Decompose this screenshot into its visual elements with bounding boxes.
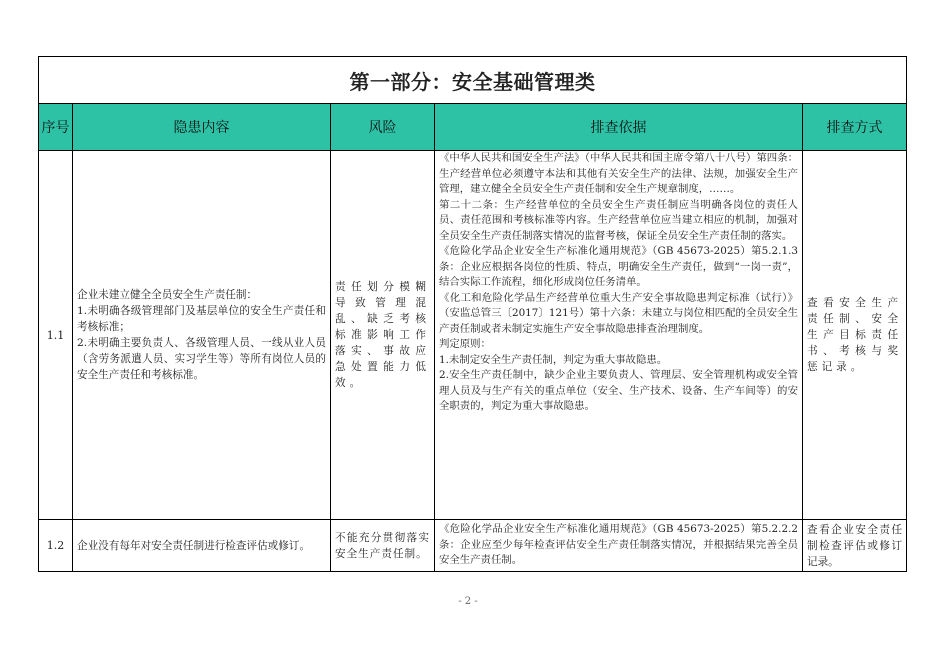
method-content: 查看安全生产责任制、安全生产目标责任书、考核与奖惩记录。 xyxy=(803,151,907,520)
row-number: 1.2 xyxy=(39,520,73,572)
risk-content: 不能充分贯彻落实安全生产责任制。 xyxy=(331,520,435,572)
hazard-line: 企业没有每年对安全责任制进行检查评估或修订。 xyxy=(77,539,311,552)
basis-paragraph: 《化工和危险化学品生产经营单位重大生产安全事故隐患判定标准（试行）》（安监总管三〔2017〕121号）第十六条：未建立与岗位相匹配的全员安全生产责任制或者未制定实施生产安全事故隐患排查治理制度。 xyxy=(439,291,798,335)
hazard-table xyxy=(38,56,907,572)
header-method: 排查方式 xyxy=(803,104,907,151)
hazard-content xyxy=(73,151,331,520)
page-number: - 2 - xyxy=(458,596,478,607)
risk-content: 责任划分模糊导致管理混乱、缺乏考核标准影响工作落实、事故应急处置能力低效。 xyxy=(331,151,435,520)
header-risk: 风险 xyxy=(331,104,435,151)
method-content: 查看企业安全责任制检查评估或修订记录。 xyxy=(803,520,907,572)
basis-paragraph: 2.安全生产责任制中，缺少企业主要负责人、管理层、安全管理机构或安全管理人员及与生产有关的重点单位（安全、生产技术、设备、生产车间等）的安全职责的，判定为重大事故隐患。 xyxy=(439,369,798,412)
row-number: 1.1 xyxy=(39,151,73,520)
header-hazard: 隐患内容 xyxy=(73,104,331,151)
basis-paragraph: 《危险化学品企业安全生产标准化通用规范》（GB 45673-2025）第5.2.2.2条：企业应至少每年检查评估安全生产责任制落实情况，并根据结果完善全员安全生产责任制。 xyxy=(439,523,798,567)
page-title: 第一部分：安全基础管理类 xyxy=(39,57,907,104)
hazard-line: 2.未明确主要负责人、各级管理人员、一线从业人员（含劳务派遣人员、实习学生等）等所有岗位人员的安全生产责任和考核标准。 xyxy=(77,337,326,381)
basis-content xyxy=(435,151,803,520)
header-no: 序号 xyxy=(39,104,73,151)
hazard-line: 1.未明确各级管理部门及基层单位的安全生产责任和考核标准； xyxy=(77,305,326,333)
basis-paragraph: 第二十二条：生产经营单位的全员安全生产责任制应当明确各岗位的责任人员、责任范围和考核标准等内容。生产经营单位应当建立相应的机制，加强对全员安全生产责任制落实情况的监督考核，保证全员安全生产责任制的落实。 xyxy=(439,198,798,242)
basis-paragraph: 《中华人民共和国安全生产法》（中华人民共和国主席令第八十八号）第四条：生产经营单位必须遵守本法和其他有关安全生产的法律、法规，加强安全生产管理，建立健全全员安全生产责任制和安全生产规章制度，……。 xyxy=(439,152,798,195)
table-header-row xyxy=(39,104,907,151)
hazard-content xyxy=(73,520,331,572)
header-basis: 排查依据 xyxy=(435,104,803,151)
basis-content xyxy=(435,520,803,572)
table-row xyxy=(39,520,907,572)
table-row xyxy=(39,151,907,520)
basis-paragraph: 1.未制定安全生产责任制，判定为重大事故隐患。 xyxy=(439,353,668,366)
basis-paragraph: 判定原则： xyxy=(439,338,491,350)
basis-paragraph: 《危险化学品企业安全生产标准化通用规范》（GB 45673-2025）第5.2.1.3条：企业应根据各岗位的性质、特点，明确安全生产责任，做到“一岗一责”，结合实际工作流程，细化形成岗位任务清单。 xyxy=(439,245,798,288)
hazard-line: 企业未建立健全全员安全生产责任制： xyxy=(77,289,258,301)
